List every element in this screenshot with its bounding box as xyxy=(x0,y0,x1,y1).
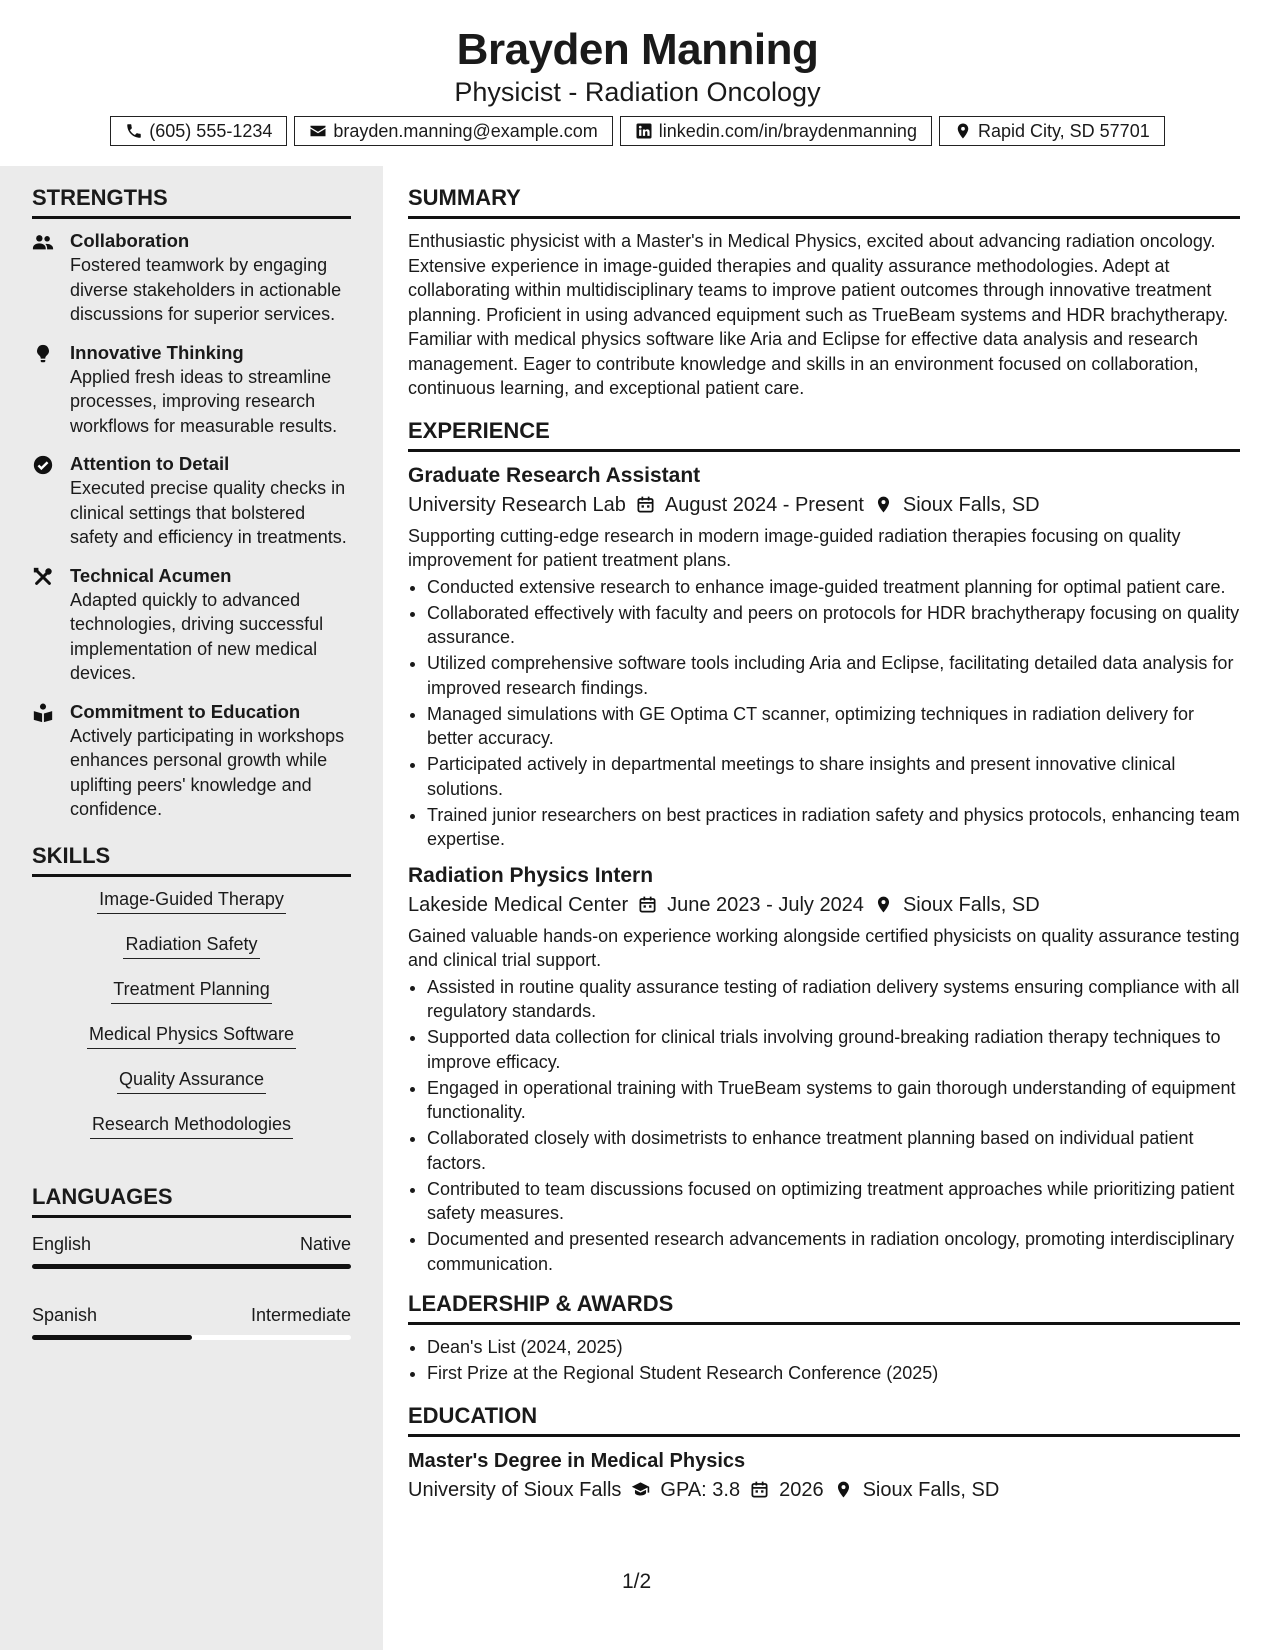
skill-tag: Radiation Safety xyxy=(123,932,259,959)
strength-title: Innovative Thinking xyxy=(70,341,244,363)
job-dates: August 2024 - Present xyxy=(664,493,864,516)
list-item: • Managed simulations with GE Optima CT scanner, optimizing techniques in radiation delivery for better accuracy. xyxy=(427,702,1240,751)
strength-title: Collaboration xyxy=(70,230,190,251)
main-content xyxy=(408,166,1240,1509)
list-item: • Supported data collection for clinical trials involving ground-breaking radiation therapy techniques to improve efficacy. xyxy=(427,1025,1240,1074)
strength-item xyxy=(32,452,351,550)
graduation-cap-icon xyxy=(631,1480,650,1499)
list-item: • Assisted in routine quality assurance testing of radiation delivery systems ensuring compliance with all regulatory standards. xyxy=(427,975,1240,1024)
job-meta xyxy=(408,890,1240,920)
language-item xyxy=(32,1232,351,1256)
map-pin-icon xyxy=(874,895,893,914)
skill-tag: Medical Physics Software xyxy=(87,1022,296,1049)
calendar-icon xyxy=(636,495,655,514)
list-item: • Documented and presented research advancements in radiation oncology, promoting interdisciplinary communication. xyxy=(427,1227,1240,1276)
list-item: • Participated actively in departmental meetings to share insights and present innovative clinical solutions. xyxy=(427,752,1240,801)
strength-item xyxy=(32,229,351,327)
skills-heading: SKILLS xyxy=(32,842,351,877)
resume-header xyxy=(0,0,1275,166)
strength-desc: Actively participating in workshops enhances personal growth while uplifting peers' knowledge and confidence. xyxy=(70,725,345,819)
contact-linkedin-text: linkedin.com/in/braydenmanning xyxy=(658,120,917,141)
job-location: Sioux Falls, SD xyxy=(902,493,1040,516)
calendar-icon xyxy=(750,1480,769,1499)
job-org: Lakeside Medical Center xyxy=(408,893,629,916)
languages-heading: LANGUAGES xyxy=(32,1183,351,1218)
school-location: Sioux Falls, SD xyxy=(862,1478,1000,1501)
contact-phone[interactable] xyxy=(110,116,287,146)
language-item xyxy=(32,1303,351,1327)
strength-title: Attention to Detail xyxy=(70,453,230,474)
list-item: • First Prize at the Regional Student Research Conference (2025) xyxy=(427,1361,1240,1386)
experience-heading: EXPERIENCE xyxy=(408,417,1240,452)
graduation-year: 2026 xyxy=(779,1478,824,1501)
skills-list xyxy=(32,887,351,1157)
language-level: Native xyxy=(299,1233,351,1254)
check-circle-icon xyxy=(32,454,54,476)
list-item: • Utilized comprehensive software tools including Aria and Eclipse, facilitating detailed data analysis for improved research findings. xyxy=(427,651,1240,700)
job-entry xyxy=(408,862,1240,1277)
strengths-heading: STRENGTHS xyxy=(32,184,351,219)
list-item: • Contributed to team discussions focused on optimizing treatment approaches while prioritizing patient safety measures. xyxy=(427,1177,1240,1226)
linkedin-icon xyxy=(635,122,653,140)
contact-email[interactable] xyxy=(294,116,612,146)
contact-linkedin[interactable] xyxy=(620,116,932,146)
map-pin-icon xyxy=(874,495,893,514)
job-description: Gained valuable hands-on experience working alongside certified physicists on quality assurance testing and clinical trial support. xyxy=(408,925,1240,970)
job-dates: June 2023 - July 2024 xyxy=(667,893,864,916)
skill-tag: Research Methodologies xyxy=(90,1112,293,1139)
candidate-title: Physicist - Radiation Oncology xyxy=(454,77,821,107)
tools-icon xyxy=(32,566,54,588)
language-name: Spanish xyxy=(32,1304,98,1325)
education-heading: EDUCATION xyxy=(408,1402,1240,1437)
education-meta xyxy=(408,1475,1240,1505)
school-name: University of Sioux Falls xyxy=(408,1478,622,1501)
gpa: GPA: 3.8 xyxy=(660,1478,741,1501)
contact-location-text: Rapid City, SD 57701 xyxy=(977,120,1150,141)
list-item: • Dean's List (2024, 2025) xyxy=(427,1335,1240,1360)
list-item: • Collaborated effectively with faculty and peers on protocols for HDR brachytherapy focusing on quality assurance. xyxy=(427,601,1240,650)
job-org: University Research Lab xyxy=(408,493,626,516)
sidebar xyxy=(0,166,383,1650)
skill-tag: Treatment Planning xyxy=(111,977,271,1004)
strength-title: Commitment to Education xyxy=(70,700,301,722)
languages-list xyxy=(32,1232,351,1340)
job-bullets xyxy=(408,575,1240,852)
degree-title: Master's Degree in Medical Physics xyxy=(408,1449,746,1472)
job-title: Graduate Research Assistant xyxy=(408,463,701,487)
skill-tag: Quality Assurance xyxy=(117,1067,266,1094)
strength-desc: Executed precise quality checks in clinical settings that bolstered safety and efficiency in treatments. xyxy=(70,478,347,547)
language-proficiency-bar xyxy=(32,1335,351,1340)
language-name: English xyxy=(32,1233,92,1254)
job-title: Radiation Physics Intern xyxy=(408,863,654,887)
strength-title: Technical Acumen xyxy=(70,564,232,586)
contact-bar xyxy=(0,116,1275,146)
language-proficiency-fill xyxy=(32,1264,351,1269)
awards-heading: LEADERSHIP & AWARDS xyxy=(408,1290,1240,1325)
map-pin-icon xyxy=(954,122,972,140)
candidate-name: Brayden Manning xyxy=(456,25,819,74)
strength-desc: Adapted quickly to advanced technologies, driving successful implementation of new medical devices. xyxy=(70,589,324,683)
contact-location[interactable] xyxy=(939,116,1165,146)
job-meta xyxy=(408,490,1240,520)
list-item: • Trained junior researchers on best practices in radiation safety and physics protocols, enhancing team expertise. xyxy=(427,803,1240,852)
language-proficiency-fill xyxy=(32,1335,192,1340)
strength-desc: Applied fresh ideas to streamline processes, improving research workflows for measurable results. xyxy=(70,366,338,436)
lightbulb-icon xyxy=(32,343,54,365)
strength-item xyxy=(32,564,351,686)
envelope-icon xyxy=(309,122,327,140)
book-reader-icon xyxy=(32,702,54,724)
job-bullets xyxy=(408,975,1240,1277)
page-number: 1/2 xyxy=(622,1570,652,1593)
job-description: Supporting cutting-edge research in modern image-guided radiation therapies focusing on quality improvement for patient treatment plans. xyxy=(408,525,1181,570)
skill-tag: Image-Guided Therapy xyxy=(97,887,286,914)
map-pin-icon xyxy=(834,1480,853,1499)
summary-text: Enthusiastic physicist with a Master's in Medical Physics, excited about advancing radiation oncology. Extensive experience in image-guided therapies and quality assurance methodologies. Adept at collaborating within multidisciplinary teams to improve patient outcomes through innovative treatment planning. Proficient in using advanced equipment such as TrueBeam systems and HDR brachytherapy. Familiar with medical physics software like Aria and Eclipse for effective data analysis and research management. Eager to contribute knowledge and skills in an environment focused on collaboration, continuous learning, and exceptional patient care. xyxy=(408,231,1229,398)
strength-desc: Fostered teamwork by engaging diverse stakeholders in actionable discussions for superior services. xyxy=(70,255,342,324)
strength-item xyxy=(32,700,351,822)
list-item: • Collaborated closely with dosimetrists to enhance treatment planning based on individual patient factors. xyxy=(427,1126,1240,1175)
list-item: • Conducted extensive research to enhance image-guided treatment planning for optimal patient care. xyxy=(427,575,1240,600)
phone-icon xyxy=(125,122,143,140)
calendar-icon xyxy=(638,895,657,914)
list-item: • Engaged in operational training with TrueBeam systems to gain thorough understanding of equipment functionality. xyxy=(427,1076,1240,1125)
users-icon xyxy=(32,231,54,253)
job-location: Sioux Falls, SD xyxy=(902,893,1040,916)
summary-heading: SUMMARY xyxy=(408,184,1240,219)
awards-list xyxy=(408,1335,1240,1386)
language-proficiency-bar xyxy=(32,1264,351,1269)
language-level: Intermediate xyxy=(250,1304,351,1325)
strength-item xyxy=(32,341,351,439)
job-entry xyxy=(408,462,1240,852)
contact-email-text: brayden.manning@example.com xyxy=(333,120,598,141)
contact-phone-text: (605) 555-1234 xyxy=(149,120,273,141)
